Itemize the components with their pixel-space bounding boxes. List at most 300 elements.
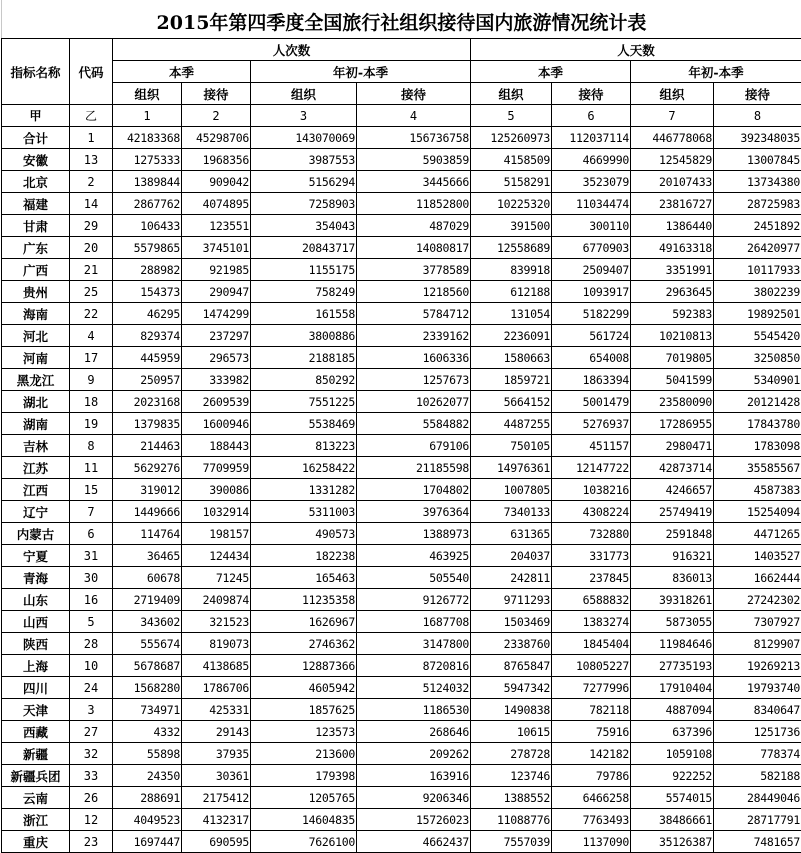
value-cell: 1388552 (471, 787, 552, 809)
value-cell: 15726023 (357, 809, 471, 831)
index-cell: 1 (113, 105, 182, 127)
value-cell: 11088776 (471, 809, 552, 831)
value-cell: 1687708 (357, 611, 471, 633)
value-cell: 5579865 (113, 237, 182, 259)
value-cell: 10615 (471, 721, 552, 743)
value-cell: 3745101 (182, 237, 251, 259)
header-organize: 组织 (631, 83, 714, 105)
value-cell: 5340901 (714, 369, 801, 391)
value-cell: 839918 (471, 259, 552, 281)
table-row (2, 457, 801, 479)
table-row (2, 413, 801, 435)
value-cell: 60678 (113, 567, 182, 589)
value-cell: 4049523 (113, 809, 182, 831)
value-cell: 1859721 (471, 369, 552, 391)
header-receive: 接待 (182, 83, 251, 105)
value-cell: 19892501 (714, 303, 801, 325)
header-organize: 组织 (471, 83, 552, 105)
value-cell: 20121428 (714, 391, 801, 413)
value-cell: 17286955 (631, 413, 714, 435)
value-cell: 1600946 (182, 413, 251, 435)
value-cell: 1386440 (631, 215, 714, 237)
value-cell: 12887366 (251, 655, 357, 677)
value-cell: 14604835 (251, 809, 357, 831)
value-cell: 390086 (182, 479, 251, 501)
value-cell: 778374 (714, 743, 801, 765)
value-cell: 2591848 (631, 523, 714, 545)
value-cell: 2609539 (182, 391, 251, 413)
table-row (2, 259, 801, 281)
value-cell: 829374 (113, 325, 182, 347)
region-name: 宁夏 (2, 545, 70, 567)
value-cell: 13007845 (714, 149, 801, 171)
value-cell: 5678687 (113, 655, 182, 677)
value-cell: 3250850 (714, 347, 801, 369)
value-cell: 319012 (113, 479, 182, 501)
value-cell: 182238 (251, 545, 357, 567)
value-cell: 5584882 (357, 413, 471, 435)
region-name: 新疆 (2, 743, 70, 765)
value-cell: 5311003 (251, 501, 357, 523)
value-cell: 612188 (471, 281, 552, 303)
index-row (2, 105, 801, 127)
value-cell: 1568280 (113, 677, 182, 699)
value-cell: 29143 (182, 721, 251, 743)
value-cell: 1863394 (552, 369, 631, 391)
value-cell: 156736758 (357, 127, 471, 149)
value-cell: 1968356 (182, 149, 251, 171)
value-cell: 2236091 (471, 325, 552, 347)
value-cell: 179398 (251, 765, 357, 787)
value-cell: 5182299 (552, 303, 631, 325)
table-row (2, 831, 801, 853)
value-cell: 188443 (182, 435, 251, 457)
value-cell: 1032914 (182, 501, 251, 523)
value-cell: 198157 (182, 523, 251, 545)
value-cell: 3800886 (251, 325, 357, 347)
index-cell: 乙 (70, 105, 113, 127)
value-cell: 4074895 (182, 193, 251, 215)
table-row (2, 237, 801, 259)
index-cell: 甲 (2, 105, 70, 127)
value-cell: 3445666 (357, 171, 471, 193)
spreadsheet (1, 0, 801, 853)
header-receive: 接待 (357, 83, 471, 105)
value-cell: 1383274 (552, 611, 631, 633)
region-code: 33 (70, 765, 113, 787)
value-cell: 4887094 (631, 699, 714, 721)
value-cell: 7551225 (251, 391, 357, 413)
region-name: 重庆 (2, 831, 70, 853)
region-code: 13 (70, 149, 113, 171)
value-cell: 7019805 (631, 347, 714, 369)
value-cell: 451157 (552, 435, 631, 457)
value-cell: 1490838 (471, 699, 552, 721)
region-name: 山东 (2, 589, 70, 611)
value-cell: 28725983 (714, 193, 801, 215)
table-row (2, 765, 801, 787)
table-body (2, 127, 801, 853)
value-cell: 1389844 (113, 171, 182, 193)
value-cell: 17910404 (631, 677, 714, 699)
value-cell: 3802239 (714, 281, 801, 303)
value-cell: 8129907 (714, 633, 801, 655)
value-cell: 154373 (113, 281, 182, 303)
value-cell: 321523 (182, 611, 251, 633)
value-cell: 916321 (631, 545, 714, 567)
value-cell: 5001479 (552, 391, 631, 413)
region-name: 天津 (2, 699, 70, 721)
value-cell: 30361 (182, 765, 251, 787)
value-cell: 2175412 (182, 787, 251, 809)
value-cell: 11034474 (552, 193, 631, 215)
value-cell: 2339162 (357, 325, 471, 347)
value-cell: 1662444 (714, 567, 801, 589)
region-code: 14 (70, 193, 113, 215)
value-cell: 2867762 (113, 193, 182, 215)
value-cell: 3976364 (357, 501, 471, 523)
value-cell: 631365 (471, 523, 552, 545)
value-cell: 331773 (552, 545, 631, 567)
value-cell: 11984646 (631, 633, 714, 655)
region-name: 新疆兵团 (2, 765, 70, 787)
value-cell: 16258422 (251, 457, 357, 479)
value-cell: 734971 (113, 699, 182, 721)
value-cell: 21185598 (357, 457, 471, 479)
value-cell: 2023168 (113, 391, 182, 413)
value-cell: 2409874 (182, 589, 251, 611)
index-cell: 8 (714, 105, 801, 127)
value-cell: 7277996 (552, 677, 631, 699)
value-cell: 2719409 (113, 589, 182, 611)
value-cell: 5041599 (631, 369, 714, 391)
value-cell: 487029 (357, 215, 471, 237)
value-cell: 23580090 (631, 391, 714, 413)
value-cell: 10117933 (714, 259, 801, 281)
region-code: 17 (70, 347, 113, 369)
value-cell: 333982 (182, 369, 251, 391)
value-cell: 654008 (552, 347, 631, 369)
value-cell: 555674 (113, 633, 182, 655)
value-cell: 8720816 (357, 655, 471, 677)
value-cell: 5664152 (471, 391, 552, 413)
value-cell: 2963645 (631, 281, 714, 303)
value-cell: 1606336 (357, 347, 471, 369)
index-cell: 6 (552, 105, 631, 127)
value-cell: 750105 (471, 435, 552, 457)
region-name: 安徽 (2, 149, 70, 171)
table-row (2, 523, 801, 545)
table-row (2, 127, 801, 149)
region-name: 广东 (2, 237, 70, 259)
value-cell: 1449666 (113, 501, 182, 523)
value-cell: 850292 (251, 369, 357, 391)
table-row (2, 171, 801, 193)
value-cell: 505540 (357, 567, 471, 589)
value-cell: 55898 (113, 743, 182, 765)
value-cell: 4332 (113, 721, 182, 743)
value-cell: 1580663 (471, 347, 552, 369)
value-cell: 10225320 (471, 193, 552, 215)
value-cell: 42183368 (113, 127, 182, 149)
value-cell: 1251736 (714, 721, 801, 743)
value-cell: 143070069 (251, 127, 357, 149)
table-row (2, 369, 801, 391)
region-name: 黑龙江 (2, 369, 70, 391)
value-cell: 1007805 (471, 479, 552, 501)
table-row (2, 809, 801, 831)
value-cell: 26420977 (714, 237, 801, 259)
region-code: 4 (70, 325, 113, 347)
value-cell: 5158291 (471, 171, 552, 193)
value-cell: 288982 (113, 259, 182, 281)
value-cell: 1155175 (251, 259, 357, 281)
value-cell: 446778068 (631, 127, 714, 149)
value-cell: 125260973 (471, 127, 552, 149)
value-cell: 463925 (357, 545, 471, 567)
value-cell: 49163318 (631, 237, 714, 259)
region-code: 27 (70, 721, 113, 743)
header-person-times: 人次数 (113, 39, 471, 61)
value-cell: 2746362 (251, 633, 357, 655)
region-code: 18 (70, 391, 113, 413)
region-name: 吉林 (2, 435, 70, 457)
value-cell: 106433 (113, 215, 182, 237)
value-cell: 20107433 (631, 171, 714, 193)
value-cell: 6588832 (552, 589, 631, 611)
value-cell: 45298706 (182, 127, 251, 149)
value-cell: 1474299 (182, 303, 251, 325)
region-name: 内蒙古 (2, 523, 70, 545)
region-name: 陕西 (2, 633, 70, 655)
value-cell: 1059108 (631, 743, 714, 765)
table-row (2, 303, 801, 325)
region-name: 河南 (2, 347, 70, 369)
value-cell: 123573 (251, 721, 357, 743)
region-name: 贵州 (2, 281, 70, 303)
value-cell: 1626967 (251, 611, 357, 633)
region-code: 21 (70, 259, 113, 281)
region-code: 30 (70, 567, 113, 589)
index-cell: 7 (631, 105, 714, 127)
table-row (2, 479, 801, 501)
value-cell: 1137090 (552, 831, 631, 853)
value-cell: 39318261 (631, 589, 714, 611)
value-cell: 10262077 (357, 391, 471, 413)
value-cell: 561724 (552, 325, 631, 347)
region-code: 24 (70, 677, 113, 699)
value-cell: 10210813 (631, 325, 714, 347)
value-cell: 5629276 (113, 457, 182, 479)
value-cell: 6770903 (552, 237, 631, 259)
value-cell: 425331 (182, 699, 251, 721)
value-cell: 11852800 (357, 193, 471, 215)
value-cell: 7481657 (714, 831, 801, 853)
value-cell: 161558 (251, 303, 357, 325)
value-cell: 8765847 (471, 655, 552, 677)
value-cell: 1845404 (552, 633, 631, 655)
value-cell: 114764 (113, 523, 182, 545)
region-code: 26 (70, 787, 113, 809)
region-name: 山西 (2, 611, 70, 633)
table-row (2, 545, 801, 567)
value-cell: 1331282 (251, 479, 357, 501)
value-cell: 19269213 (714, 655, 801, 677)
region-name: 青海 (2, 567, 70, 589)
region-name: 四川 (2, 677, 70, 699)
region-code: 20 (70, 237, 113, 259)
value-cell: 490573 (251, 523, 357, 545)
value-cell: 5873055 (631, 611, 714, 633)
value-cell: 278728 (471, 743, 552, 765)
value-cell: 4662437 (357, 831, 471, 853)
value-cell: 1379835 (113, 413, 182, 435)
value-cell: 71245 (182, 567, 251, 589)
region-name: 海南 (2, 303, 70, 325)
value-cell: 165463 (251, 567, 357, 589)
value-cell: 836013 (631, 567, 714, 589)
value-cell: 35585567 (714, 457, 801, 479)
value-cell: 9126772 (357, 589, 471, 611)
value-cell: 8340647 (714, 699, 801, 721)
table-row (2, 677, 801, 699)
value-cell: 11235358 (251, 589, 357, 611)
value-cell: 214463 (113, 435, 182, 457)
value-cell: 592383 (631, 303, 714, 325)
value-cell: 112037114 (552, 127, 631, 149)
value-cell: 4158509 (471, 149, 552, 171)
value-cell: 2451892 (714, 215, 801, 237)
region-code: 23 (70, 831, 113, 853)
index-cell: 3 (251, 105, 357, 127)
region-name: 北京 (2, 171, 70, 193)
value-cell: 445959 (113, 347, 182, 369)
value-cell: 5538469 (251, 413, 357, 435)
value-cell: 5784712 (357, 303, 471, 325)
table-row (2, 655, 801, 677)
region-name: 河北 (2, 325, 70, 347)
value-cell: 7258903 (251, 193, 357, 215)
value-cell: 1503469 (471, 611, 552, 633)
value-cell: 7307927 (714, 611, 801, 633)
table-row (2, 787, 801, 809)
table-row (2, 325, 801, 347)
value-cell: 123746 (471, 765, 552, 787)
region-code: 16 (70, 589, 113, 611)
value-cell: 268646 (357, 721, 471, 743)
value-cell: 1205765 (251, 787, 357, 809)
table-row (2, 391, 801, 413)
region-code: 31 (70, 545, 113, 567)
value-cell: 7626100 (251, 831, 357, 853)
region-code: 9 (70, 369, 113, 391)
region-name: 江西 (2, 479, 70, 501)
value-cell: 2188185 (251, 347, 357, 369)
region-code: 6 (70, 523, 113, 545)
value-cell: 237297 (182, 325, 251, 347)
value-cell: 758249 (251, 281, 357, 303)
value-cell: 1783098 (714, 435, 801, 457)
value-cell: 922252 (631, 765, 714, 787)
value-cell: 37935 (182, 743, 251, 765)
header-days-quarter: 本季 (471, 61, 631, 83)
value-cell: 296573 (182, 347, 251, 369)
header-indicator-name: 指标名称 (2, 39, 70, 105)
value-cell: 391500 (471, 215, 552, 237)
value-cell: 209262 (357, 743, 471, 765)
value-cell: 300110 (552, 215, 631, 237)
region-name: 广西 (2, 259, 70, 281)
value-cell: 28449046 (714, 787, 801, 809)
value-cell: 124434 (182, 545, 251, 567)
region-name: 甘肃 (2, 215, 70, 237)
value-cell: 7763493 (552, 809, 631, 831)
value-cell: 75916 (552, 721, 631, 743)
index-cell: 4 (357, 105, 471, 127)
value-cell: 35126387 (631, 831, 714, 853)
value-cell: 1857625 (251, 699, 357, 721)
value-cell: 14080817 (357, 237, 471, 259)
value-cell: 5545420 (714, 325, 801, 347)
value-cell: 17843780 (714, 413, 801, 435)
value-cell: 1218560 (357, 281, 471, 303)
value-cell: 819073 (182, 633, 251, 655)
value-cell: 5574015 (631, 787, 714, 809)
value-cell: 1388973 (357, 523, 471, 545)
value-cell: 1186530 (357, 699, 471, 721)
value-cell: 1038216 (552, 479, 631, 501)
value-cell: 5947342 (471, 677, 552, 699)
value-cell: 5276937 (552, 413, 631, 435)
region-name: 云南 (2, 787, 70, 809)
value-cell: 2509407 (552, 259, 631, 281)
table-row (2, 721, 801, 743)
value-cell: 921985 (182, 259, 251, 281)
value-cell: 79786 (552, 765, 631, 787)
header-days-ytd: 年初-本季 (631, 61, 801, 83)
value-cell: 909042 (182, 171, 251, 193)
header-times-quarter: 本季 (113, 61, 251, 83)
statistics-table (1, 38, 801, 853)
value-cell: 1093917 (552, 281, 631, 303)
region-code: 19 (70, 413, 113, 435)
value-cell: 290947 (182, 281, 251, 303)
region-code: 12 (70, 809, 113, 831)
table-row (2, 611, 801, 633)
header-code: 代码 (70, 39, 113, 105)
region-name: 上海 (2, 655, 70, 677)
table-row (2, 567, 801, 589)
value-cell: 782118 (552, 699, 631, 721)
header-person-days: 人天数 (471, 39, 801, 61)
value-cell: 690595 (182, 831, 251, 853)
value-cell: 813223 (251, 435, 357, 457)
value-cell: 27242302 (714, 589, 801, 611)
value-cell: 28717791 (714, 809, 801, 831)
header-organize: 组织 (113, 83, 182, 105)
table-row (2, 193, 801, 215)
value-cell: 3523079 (552, 171, 631, 193)
value-cell: 10805227 (552, 655, 631, 677)
value-cell: 1697447 (113, 831, 182, 853)
region-code: 8 (70, 435, 113, 457)
value-cell: 36465 (113, 545, 182, 567)
value-cell: 5156294 (251, 171, 357, 193)
value-cell: 2980471 (631, 435, 714, 457)
value-cell: 24350 (113, 765, 182, 787)
region-name: 江苏 (2, 457, 70, 479)
table-title: 2015年第四季度全国旅行社组织接待国内旅游情况统计表 (1, 0, 801, 38)
